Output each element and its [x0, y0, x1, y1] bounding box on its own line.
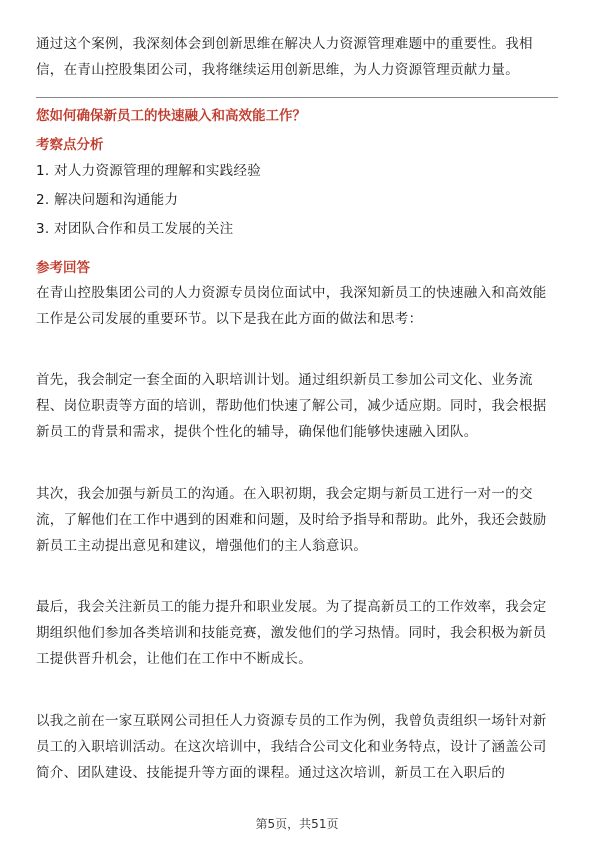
document-page: [36, 0, 558, 842]
answer-paragraph: 其次，我会加强与新员工的沟通。在入职初期，我会定期与新员工进行一对一的交流，了解他们在工作中遇到的困难和问题，及时给予指导和帮助。此外，我还会鼓励新员工主动提出意见和建议，增强他们的主人翁意识。: [36, 486, 547, 554]
answer-heading: 参考回答: [36, 260, 90, 276]
list-item: 3. 对团队合作和员工发展的关注: [36, 221, 234, 237]
page-number: 第5页，共51页: [255, 817, 339, 831]
answer-paragraph: 在青山控股集团公司的人力资源专员岗位面试中，我深知新员工的快速融入和高效能工作是公司发展的重要环节。以下是我在此方面的做法和思考：: [36, 285, 547, 327]
answer-paragraph: 首先，我会制定一套全面的入职培训计划。通过组织新员工参加公司文化、业务流程、岗位职责等方面的培训，帮助他们快速了解公司，减少适应期。同时，我会根据新员工的背景和需求，提供个性化的辅导，确保他们能够快速融入团队。: [36, 372, 547, 440]
list-item: 1. 对人力资源管理的理解和实践经验: [36, 163, 262, 179]
question-heading: 您如何确保新员工的快速融入和高效能工作？: [36, 108, 306, 124]
analysis-heading: 考察点分析: [36, 137, 104, 153]
answer-paragraph: 以我之前在一家互联网公司担任人力资源专员的工作为例，我曾负责组织一场针对新员工的入职培训活动。在这次培训中，我结合公司文化和业务特点，设计了涵盖公司简介、团队建设、技能提升等方面的课程。通过这次培训，新员工在入职后的: [36, 713, 547, 781]
analysis-list: [36, 158, 261, 245]
list-item: 2. 解决问题和沟通能力: [36, 192, 179, 208]
intro-paragraph: 通过这个案例，我深刻体会到创新思维在解决人力资源管理难题中的重要性。我相信，在青山控股集团公司，我将继续运用创新思维，为人力资源管理贡献力量。: [36, 36, 533, 78]
section-divider: [36, 97, 558, 98]
answer-paragraph: 最后，我会关注新员工的能力提升和职业发展。为了提高新员工的工作效率，我会定期组织他们参加各类培训和技能竞赛，激发他们的学习热情。同时，我会积极为新员工提供晋升机会，让他们在工作中不断成长。: [36, 599, 547, 667]
